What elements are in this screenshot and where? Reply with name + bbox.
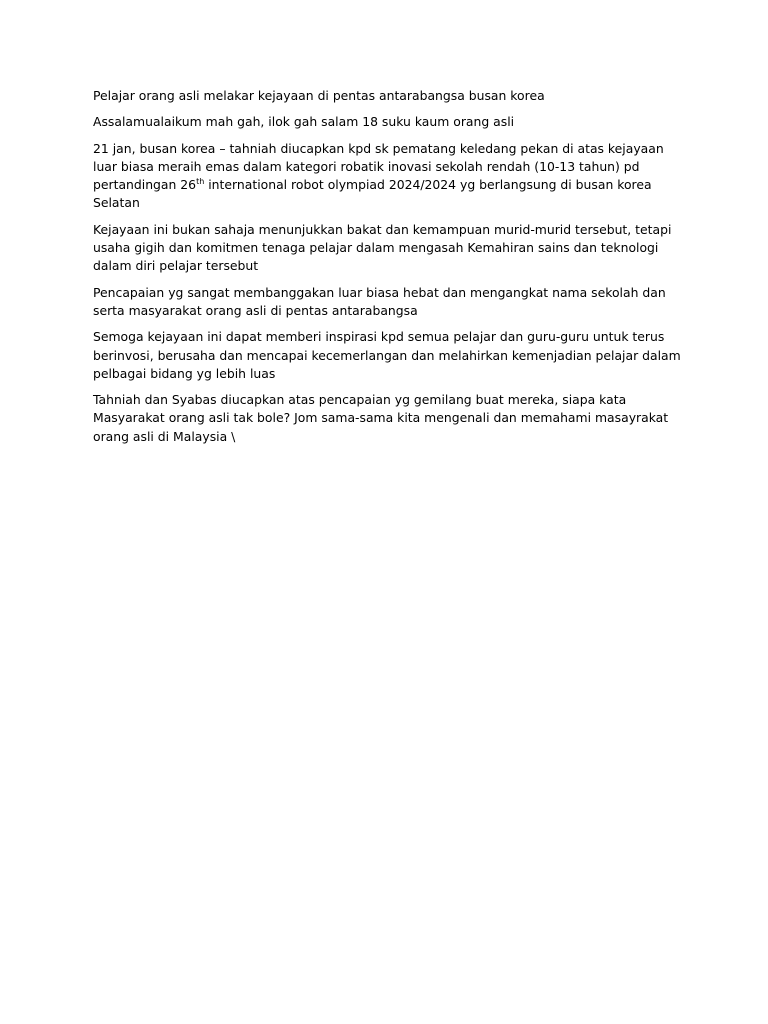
document-body [93, 87, 685, 454]
news-intro-text: 21 jan, busan korea – tahniah diucapkan kpd sk pematang keledang pekan di atas kejayaan luar biasa meraih emas dalam kategori robatik inovasi sekolah rendah (10-13 tahun) pd pertandingan 26 [93, 140, 664, 193]
ordinal-superscript: th [196, 177, 205, 187]
pride-paragraph: Pencapaian yg sangat membanggakan luar biasa hebat dan mengangkat nama sekolah dan serta masyarakat orang asli di pentas antarabangsa [93, 284, 666, 318]
closing-paragraph: Tahniah dan Syabas diucapkan atas pencapaian yg gemilang buat mereka, siapa kata Masyarakat orang asli tak bole? Jom sama-sama kita mengenali dan memahami masayrakat orang asli di Malaysia \ [93, 392, 669, 444]
news-intro-text-continued: international robot olympiad 2024/2024 yg berlangsung di busan korea Selatan [93, 177, 652, 211]
news-intro-paragraph [93, 140, 685, 213]
achievement-paragraph: Kejayaan ini bukan sahaja menunjukkan bakat dan kemampuan murid-murid tersebut, tetapi usaha gigih dan komitmen tenaga pelajar dalam mengasah Kemahiran sains dan teknologi dalam diri pelajar tersebut [93, 221, 672, 274]
inspiration-paragraph: Semoga kejayaan ini dapat memberi inspirasi kpd semua pelajar dan guru-guru untuk terus berinvosi, berusaha dan mencapai kecemerlangan dan melahirkan kemenjadian pelajar dalam pelbagai bidang yg lebih luas [93, 329, 681, 381]
greeting-paragraph: Assalamualaikum mah gah, ilok gah salam 18 suku kaum orang asli [93, 114, 515, 130]
document-title-paragraph: Pelajar orang asli melakar kejayaan di pentas antarabangsa busan korea [93, 88, 545, 103]
